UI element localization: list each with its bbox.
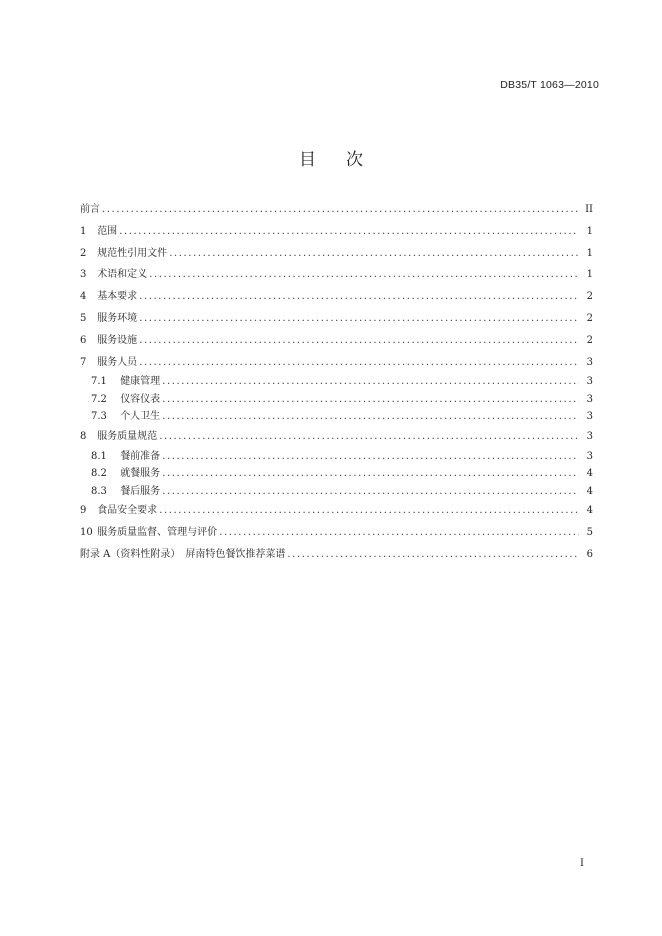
toc-entry-page: 2 (586, 291, 593, 303)
toc-entry-page: 1 (586, 247, 593, 259)
table-of-contents (80, 199, 593, 566)
page-number: I (580, 858, 584, 869)
toc-entry-label: 7 服务人员 (80, 356, 138, 368)
toc-entry-7-2[interactable] (80, 391, 593, 409)
toc-entry-label: 附录 A（资料性附录） 屏南特色餐饮推荐菜谱 (80, 548, 286, 560)
toc-entry-label: 4 基本要求 (80, 291, 138, 303)
toc-entry-label: 3 术语和定义 (80, 269, 148, 281)
toc-entry-7-3[interactable] (80, 408, 593, 426)
toc-entry-4[interactable] (80, 286, 593, 308)
toc-entry-8-2[interactable] (80, 465, 593, 483)
toc-entry-label: 9 食品安全要求 (80, 505, 158, 517)
toc-entry-page: 3 (586, 356, 593, 368)
toc-leader-dots (139, 330, 579, 352)
toc-leader-dots (102, 199, 579, 221)
toc-entry-label: 8 服务质量规范 (80, 430, 158, 442)
toc-entry-10[interactable] (80, 522, 593, 544)
toc-entry-5[interactable] (80, 308, 593, 330)
toc-entry-page: 3 (586, 376, 593, 388)
toc-entry-label: 2 规范性引用文件 (80, 247, 168, 259)
toc-entry-page: II (585, 204, 593, 215)
toc-leader-dots (219, 522, 579, 544)
toc-entry-label: 5 服务环境 (80, 312, 138, 324)
toc-entry-page: 3 (586, 393, 593, 405)
toc-leader-dots (162, 373, 579, 391)
toc-leader-dots (139, 308, 579, 330)
toc-entry-page: 2 (586, 334, 593, 346)
toc-leader-dots (162, 391, 579, 409)
toc-leader-dots (287, 544, 579, 566)
toc-entry-label: 7.1 健康管理 (91, 376, 161, 388)
toc-entry-9[interactable] (80, 500, 593, 522)
toc-entry-7[interactable] (80, 352, 593, 374)
toc-entry-label: 8.1 餐前准备 (91, 450, 161, 462)
toc-entry-label: 6 服务设施 (80, 334, 138, 346)
toc-leader-dots (149, 264, 579, 286)
toc-title (0, 145, 662, 170)
toc-entry-label: 8.3 餐后服务 (91, 485, 161, 497)
toc-entry-1[interactable] (80, 221, 593, 243)
toc-leader-dots (162, 465, 579, 483)
toc-entry-label: 7.2 仪容仪表 (91, 393, 161, 405)
toc-title-char-1: 目 (299, 150, 316, 170)
toc-entry-label: 前言 (80, 204, 100, 215)
toc-entry-page: 5 (586, 526, 593, 538)
toc-entry-page: 4 (586, 485, 593, 497)
toc-entry-page: 3 (586, 411, 593, 423)
toc-entry-7-1[interactable] (80, 373, 593, 391)
toc-entry-label: 8.2 就餐服务 (91, 468, 161, 480)
toc-entry-page: 2 (586, 312, 593, 324)
toc-leader-dots (139, 352, 579, 374)
toc-entry-6[interactable] (80, 330, 593, 352)
toc-entry-page: 1 (586, 225, 593, 237)
toc-entry-label: 7.3 个人卫生 (91, 411, 161, 423)
toc-entry-page: 4 (586, 468, 593, 480)
toc-leader-dots (159, 426, 579, 448)
toc-entry-label: 10 服务质量监督、管理与评价 (80, 526, 218, 538)
toc-leader-dots (139, 286, 579, 308)
toc-leader-dots (159, 500, 579, 522)
toc-entry-page: 3 (586, 450, 593, 462)
toc-leader-dots (119, 221, 579, 243)
toc-entry-page: 3 (586, 430, 593, 442)
toc-entry-8-1[interactable] (80, 448, 593, 466)
toc-entry-foreword[interactable] (80, 199, 593, 221)
document-code: DB35/T 1063—2010 (500, 79, 599, 91)
toc-leader-dots (162, 448, 579, 466)
toc-leader-dots (162, 483, 579, 501)
toc-title-char-2: 次 (346, 150, 363, 170)
toc-entry-page: 6 (586, 548, 593, 560)
toc-leader-dots (169, 243, 579, 265)
toc-entry-page: 1 (586, 269, 593, 281)
toc-entry-8-3[interactable] (80, 483, 593, 501)
toc-leader-dots (162, 408, 579, 426)
toc-entry-page: 4 (586, 505, 593, 517)
toc-entry-appendix-a[interactable] (80, 544, 593, 566)
toc-entry-2[interactable] (80, 243, 593, 265)
toc-entry-3[interactable] (80, 264, 593, 286)
toc-entry-8[interactable] (80, 426, 593, 448)
toc-entry-label: 1 范围 (80, 225, 118, 237)
